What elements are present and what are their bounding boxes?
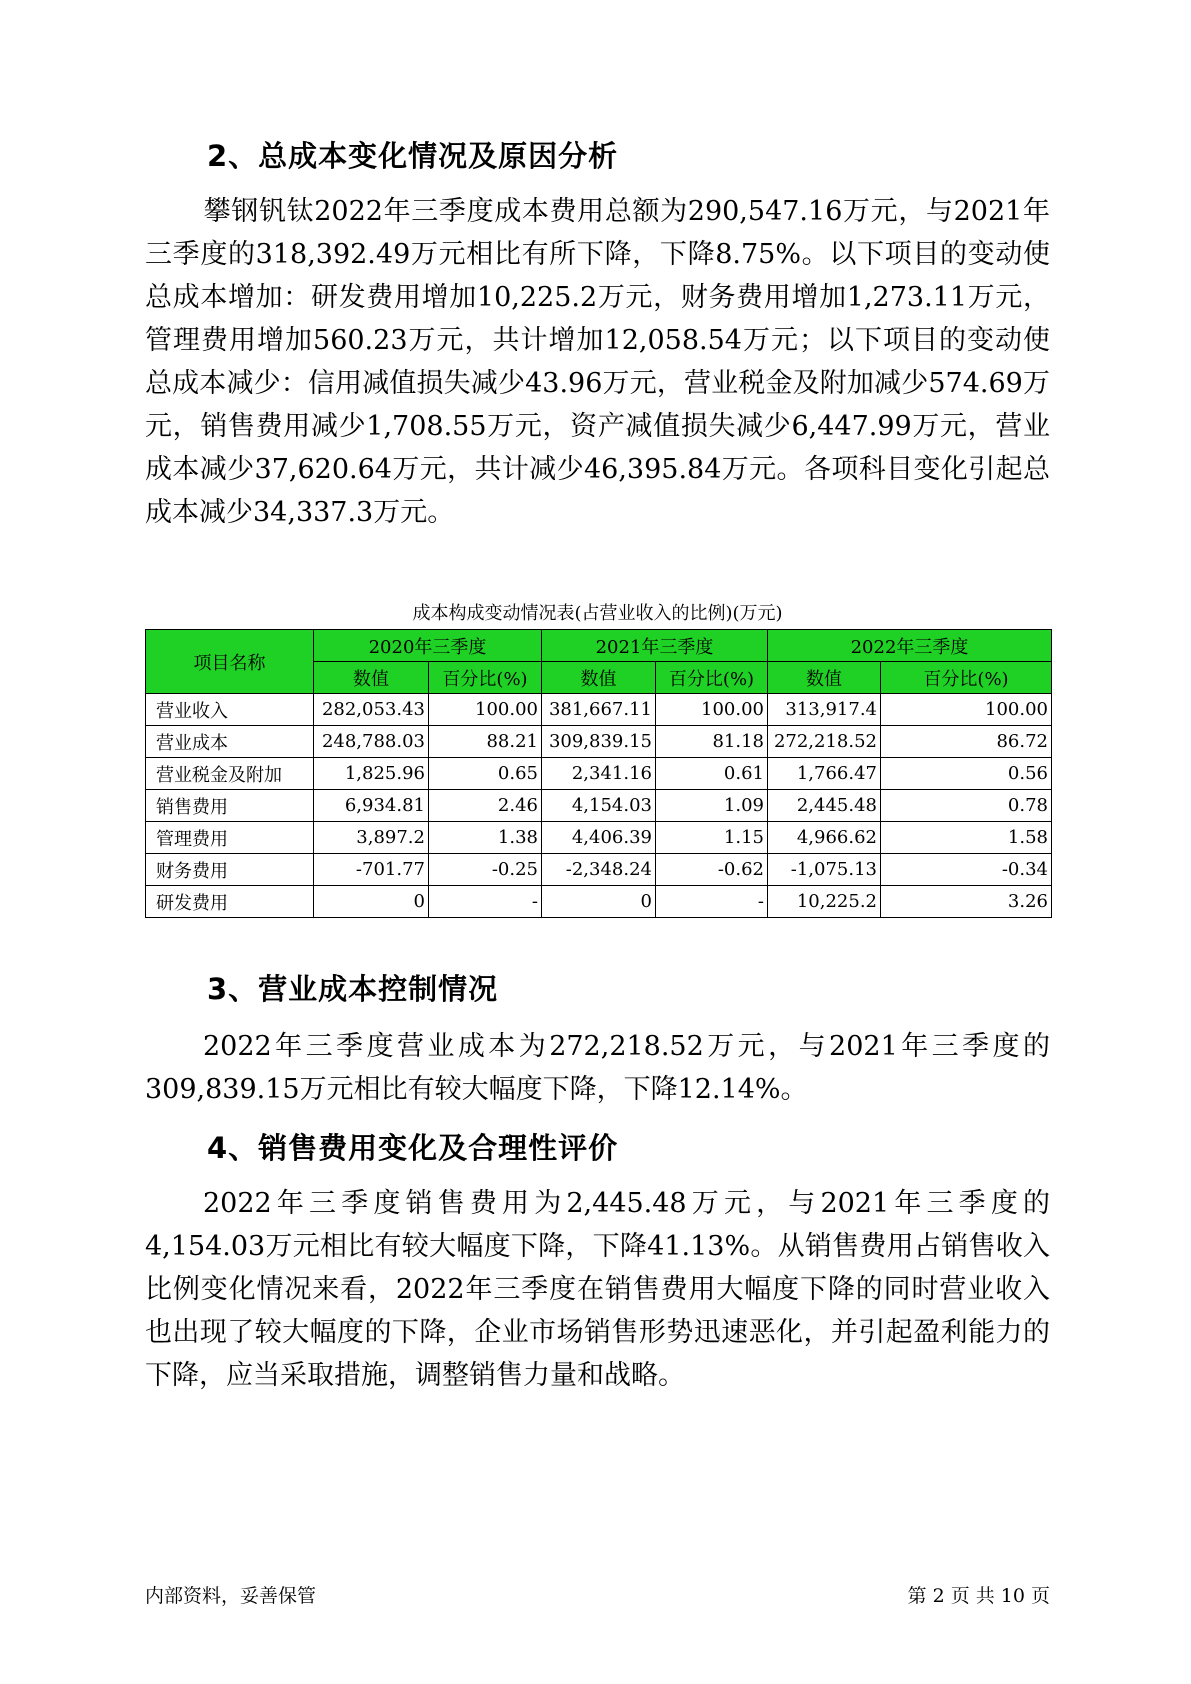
value-cell: 4,154.03: [542, 790, 656, 822]
value-cell: 3,897.2: [314, 822, 429, 854]
table-row: [146, 854, 1052, 886]
value-cell: 272,218.52: [768, 726, 881, 758]
percent-cell: -: [429, 886, 542, 918]
value-subheader: 数值: [768, 662, 881, 694]
percent-cell: 0.78: [881, 790, 1052, 822]
percent-cell: -0.34: [881, 854, 1052, 886]
percent-subheader: 百分比(%): [429, 662, 542, 694]
section-3-paragraph: [145, 1025, 1050, 1111]
table-row: [146, 886, 1052, 918]
percent-cell: 88.21: [429, 726, 542, 758]
percent-cell: 1.15: [656, 822, 768, 854]
row-label: 销售费用: [146, 790, 314, 822]
percent-cell: 100.00: [429, 694, 542, 726]
value-cell: -1,075.13: [768, 854, 881, 886]
row-label: 研发费用: [146, 886, 314, 918]
value-cell: 2,341.16: [542, 758, 656, 790]
value-cell: 1,766.47: [768, 758, 881, 790]
value-cell: 248,788.03: [314, 726, 429, 758]
footer-page-number: 第 2 页 共 10 页: [907, 1585, 1050, 1607]
year-header-2020: 2020年三季度: [314, 630, 542, 662]
percent-cell: 1.58: [881, 822, 1052, 854]
percent-cell: 1.38: [429, 822, 542, 854]
row-label: 管理费用: [146, 822, 314, 854]
section-2-heading: 2、总成本变化情况及原因分析: [207, 139, 619, 173]
value-cell: 2,445.48: [768, 790, 881, 822]
percent-cell: 0.56: [881, 758, 1052, 790]
value-cell: 0: [314, 886, 429, 918]
table-row: [146, 822, 1052, 854]
table-caption: 成本构成变动情况表(占营业收入的比例)(万元): [412, 603, 783, 624]
percent-cell: 0.61: [656, 758, 768, 790]
value-cell: 4,406.39: [542, 822, 656, 854]
value-subheader: 数值: [542, 662, 656, 694]
percent-cell: -0.62: [656, 854, 768, 886]
section-2-paragraph: [145, 190, 1050, 534]
table-row: [146, 758, 1052, 790]
percent-cell: 3.26: [881, 886, 1052, 918]
table-row: [146, 790, 1052, 822]
value-cell: 0: [542, 886, 656, 918]
row-label: 财务费用: [146, 854, 314, 886]
table-row: [146, 726, 1052, 758]
percent-cell: 1.09: [656, 790, 768, 822]
percent-subheader: 百分比(%): [881, 662, 1052, 694]
cost-structure-table: [145, 629, 1052, 918]
year-header-2021: 2021年三季度: [542, 630, 768, 662]
section-3-text: 2022年三季度营业成本为272,218.52万元，与2021年三季度的309,839.15万元相比有较大幅度下降，下降12.14%。: [145, 1031, 1050, 1105]
value-cell: 309,839.15: [542, 726, 656, 758]
footer-confidential-note: 内部资料，妥善保管: [145, 1585, 317, 1607]
percent-subheader: 百分比(%): [656, 662, 768, 694]
percent-cell: 86.72: [881, 726, 1052, 758]
percent-cell: 81.18: [656, 726, 768, 758]
year-header-2022: 2022年三季度: [768, 630, 1052, 662]
section-2-text: 攀钢钒钛2022年三季度成本费用总额为290,547.16万元，与2021年三季度的318,392.49万元相比有所下降，下降8.75%。以下项目的变动使总成本增加：研发费用增加10,225.2万元，财务费用增加1,273.11万元，管理费用增加560.23万元，共计增加12,058.54万元；以下项目的变动使总成本减少：信用减值损失减少43.96万元，营业税金及附加减少574.69万元，销售费用减少1,708.55万元，资产减值损失减少6,447.99万元，营业成本减少37,620.64万元，共计减少46,395.84万元。各项科目变化引起总成本减少34,337.3万元。: [145, 196, 1050, 528]
section-4-paragraph: [145, 1182, 1050, 1397]
percent-cell: -: [656, 886, 768, 918]
percent-cell: 100.00: [656, 694, 768, 726]
value-cell: 1,825.96: [314, 758, 429, 790]
table-row: [146, 694, 1052, 726]
value-cell: 10,225.2: [768, 886, 881, 918]
value-cell: 6,934.81: [314, 790, 429, 822]
section-3-heading: 3、营业成本控制情况: [207, 972, 499, 1006]
percent-cell: 0.65: [429, 758, 542, 790]
row-label: 营业收入: [146, 694, 314, 726]
value-cell: -701.77: [314, 854, 429, 886]
value-cell: 4,966.62: [768, 822, 881, 854]
row-label: 营业成本: [146, 726, 314, 758]
percent-cell: -0.25: [429, 854, 542, 886]
table-body: [146, 694, 1052, 918]
value-subheader: 数值: [314, 662, 429, 694]
percent-cell: 2.46: [429, 790, 542, 822]
row-label: 营业税金及附加: [146, 758, 314, 790]
value-cell: 282,053.43: [314, 694, 429, 726]
percent-cell: 100.00: [881, 694, 1052, 726]
section-4-text: 2022年三季度销售费用为2,445.48万元，与2021年三季度的4,154.03万元相比有较大幅度下降，下降41.13%。从销售费用占销售收入比例变化情况来看，2022年三季度在销售费用大幅度下降的同时营业收入也出现了较大幅度的下降，企业市场销售形势迅速恶化，并引起盈利能力的下降，应当采取措施，调整销售力量和战略。: [145, 1188, 1050, 1391]
item-name-header: 项目名称: [146, 630, 314, 694]
value-cell: 313,917.4: [768, 694, 881, 726]
value-cell: 381,667.11: [542, 694, 656, 726]
section-4-heading: 4、销售费用变化及合理性评价: [207, 1131, 619, 1165]
value-cell: -2,348.24: [542, 854, 656, 886]
